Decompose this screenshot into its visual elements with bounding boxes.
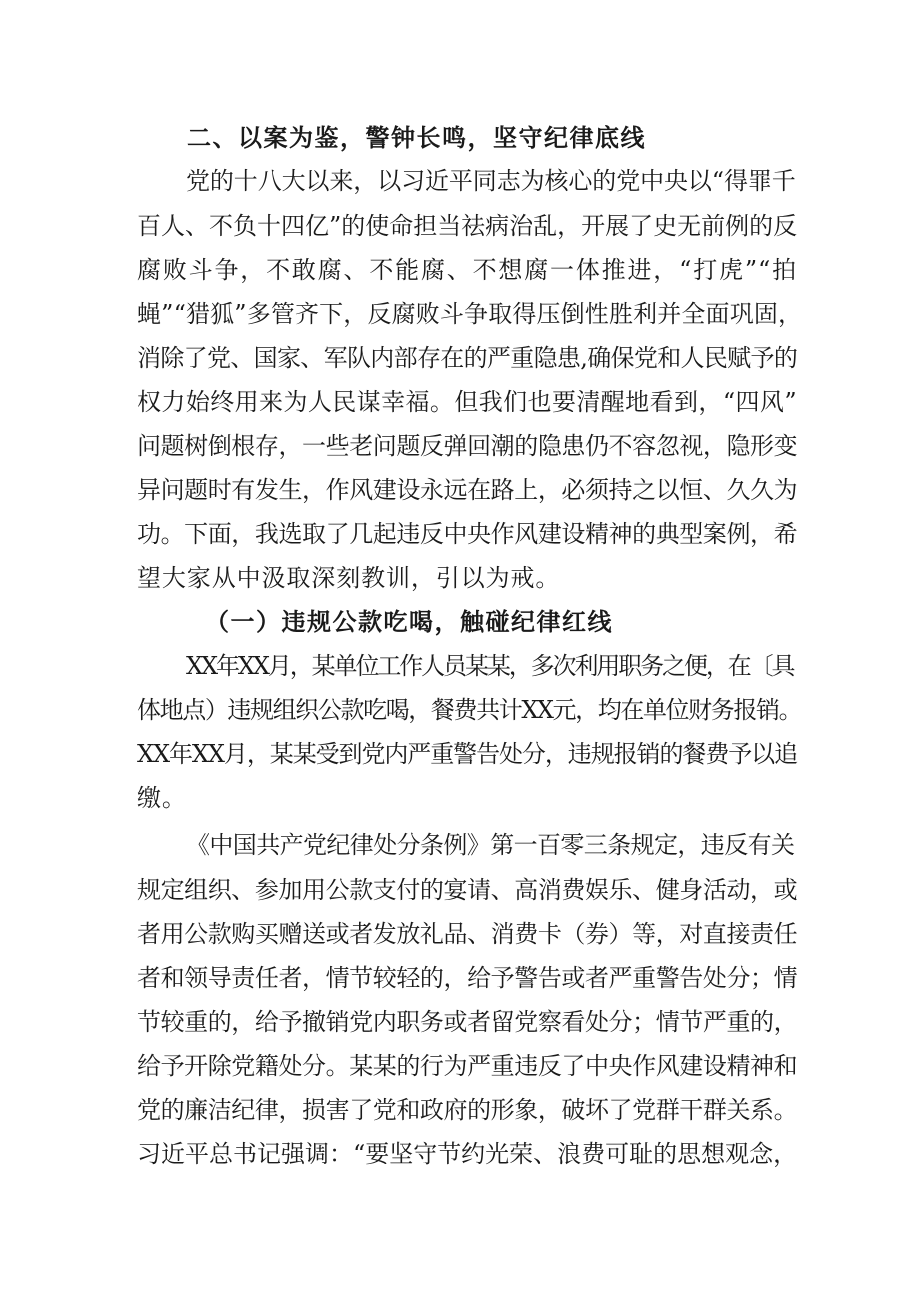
rules-line-2: 规定组织、参加用公款支付的宴请、高消费娱乐、健身活动，或 [137, 876, 797, 904]
intro-line-3: 腐败斗争，不敢腐、不能腐、不想腐一体推进，“打虎”“拍 [137, 256, 797, 284]
section-heading: 二、以案为鉴，警钟长鸣，坚守纪律底线 [187, 124, 646, 152]
intro-line-2: 百人、不负十四亿”的使命担当祛病治乱，开展了史无前例的反 [137, 212, 797, 240]
rules-line-3: 者用公款购买赠送或者发放礼品、消费卡（券）等，对直接责任 [137, 920, 797, 948]
rules-line-4: 者和领导责任者，情节较轻的，给予警告或者严重警告处分；情 [137, 964, 797, 992]
intro-line-6: 权力始终用来为人民谋幸福。但我们也要清醒地看到，“四风” [137, 388, 797, 416]
intro-line-10: 望大家从中汲取深刻教训，引以为戒。 [137, 564, 561, 592]
rules-line-7: 党的廉洁纪律，损害了党和政府的形象，破坏了党群干群关系。 [137, 1096, 797, 1124]
rules-line-6: 给予开除党籍处分。某某的行为严重违反了中央作风建设精神和 [137, 1052, 797, 1080]
case-line-4: 缴。 [137, 784, 187, 812]
intro-line-5: 消除了党、国家、军队内部存在的严重隐患,确保党和人民赋予的 [137, 344, 797, 372]
intro-line-4: 蝇”“猎狐”多管齐下，反腐败斗争取得压倒性胜利并全面巩固， [137, 300, 803, 328]
case-line-2: 体地点）违规组织公款吃喝，餐费共计XX元，均在单位财务报销。 [137, 696, 801, 724]
case-line-1: XX年XX月，某单位工作人员某某，多次利用职务之便，在〔具 [186, 652, 794, 680]
rules-line-5: 节较重的，给予撤销党内职务或者留党察看处分；情节严重的， [137, 1008, 797, 1036]
subsection-heading: （一）违规公款吃喝，触碰纪律红线 [205, 608, 613, 636]
case-line-3: XX年XX月，某某受到党内严重警告处分，违规报销的餐费予以追 [137, 740, 797, 768]
intro-line-9: 功。下面，我选取了几起违反中央作风建设精神的典型案例，希 [137, 520, 797, 548]
intro-line-1: 党的十八大以来，以习近平同志为核心的党中央以“得罪千 [186, 167, 796, 195]
rules-line-8: 习近平总书记强调：“要坚守节约光荣、浪费可耻的思想观念， [137, 1140, 797, 1168]
intro-line-7: 问题树倒根存，一些老问题反弹回潮的隐患仍不容忽视，隐形变 [137, 432, 797, 460]
intro-line-8: 异问题时有发生，作风建设永远在路上，必须持之以恒、久久为 [137, 476, 797, 504]
rules-line-1: 《中国共产党纪律处分条例》第一百零三条规定，违反有关 [186, 831, 795, 859]
